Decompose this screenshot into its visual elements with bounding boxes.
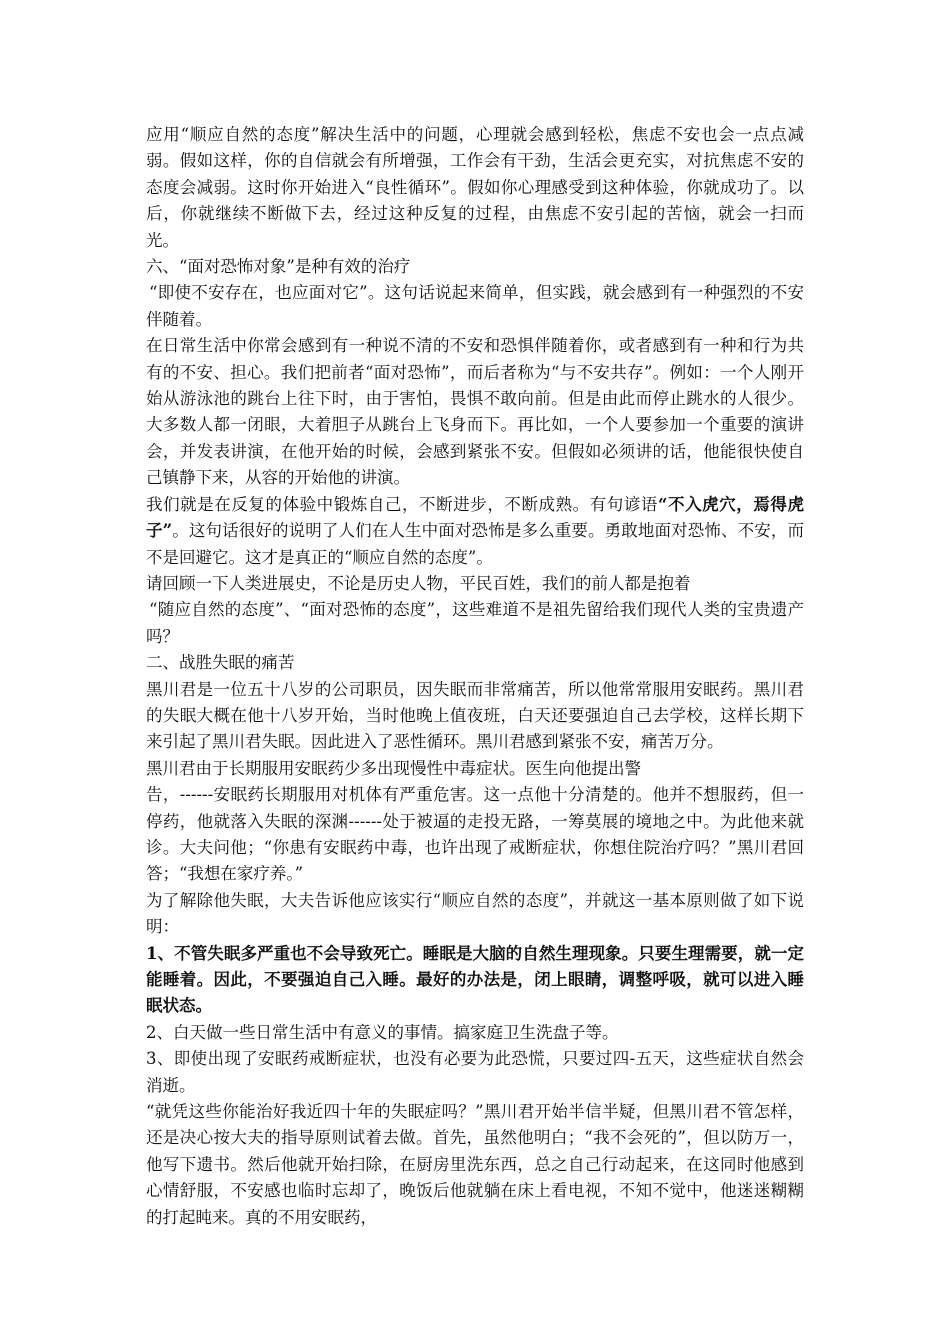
paragraph-history: 请回顾一下人类进展史，不论是历史人物，平民百姓，我们的前人都是抱着 — [146, 573, 691, 593]
paragraph-conclusion: 应用“顺应自然的态度”解决生活中的问题，心理就会感到轻松，焦虑不安也会一点点减弱。假如这样，你的自信就会有所增强，工作会有干劲，生活会更充实，对抗焦虑不安的态度会减弱。这时你开始进入“良性循环”。假如你心理感受到这种体验，你就成功了。以后，你就继续不断做下去，经过这种反复的过程，由焦虑不安引起的苦恼，就会一扫而光。 — [146, 125, 804, 250]
paragraph-doctor-explains: 为了解除他失眠，大夫告诉他应该实行“顺应自然的态度”，并就这一基本原则做了如下说明： — [146, 890, 804, 937]
list-item-two: 2、白天做一些日常生活中有意义的事情。搞家庭卫生洗盘子等。 — [146, 1022, 619, 1042]
paragraph-trial: “就凭这些你能治好我近四十年的失眠症吗？”黑川君开始半信半疑，但黑川君不管怎样，还是决心按大夫的指导原则试着去做。首先，虽然他明白；“我不会死的”，但以防万一，他写下遗书。然后他就开始扫除，在厨房里洗东西，总之自己行动起来，在这同时他感到心情舒服，不安感也临时忘却了，晚饭后他就躺在床上看电视，不知不觉中，他迷迷糊糊的打起盹来。真的不用安眠药， — [146, 1102, 804, 1227]
paragraph-warning: 告，------安眠药长期服用对机体有严重危害。这一点他十分清楚的。他并不想服药，但一停药，他就落入失眠的深渊------处于被逼的走投无路，一筹莫展的境地之中。为此他来就诊。大夫问他；“你患有安眠药中毒，也许出现了戒断症状，你想住院治疗吗？”黑川君回答；“我想在家疗养。” — [146, 785, 804, 884]
section-heading-six: 六、“面对恐怖对象”是种有效的治疗 — [146, 257, 411, 277]
paragraph-daily-life: 在日常生活中你常会感到有一种说不清的不安和恐惧伴随着你，或者感到有一种和行为共有的不安、担心。我们把前者“面对恐怖”，而后者称为“与不安共存”。例如：一个人刚开始从游泳池的跳台上往下时，由于害怕，畏惧不敢向前。但是由此而停止跳水的人很少。大多数人都一闭眼，大着胆子从跳台上飞身而下。再比如，一个人要参加一个重要的演讲会，并发表讲演，在他开始的时候，会感到紧张不安。但假如必须讲的话，他能很快使自己镇静下来，从容的开始他的讲演。 — [146, 336, 804, 488]
paragraph-kurokawa-intro: 黑川君是一位五十八岁的公司职员，因失眠而非常痛苦，所以他常常服用安眠药。黑川君的失眠大概在他十八岁开始，当时他晚上值夜班，白天还要强迫自己去学校，这样长期下来引起了黑川君失眠。因此进入了恶性循环。黑川君感到紧张不安，痛苦万分。 — [146, 679, 804, 752]
paragraph-heritage: “随应自然的态度”、“面对恐怖的态度”，这些难道不是祖先留给我们现代人类的宝贵遗产吗？ — [146, 600, 804, 646]
paragraph-face-it: “即使不安存在，也应面对它”。这句话说起来简单，但实践，就会感到有一种强烈的不安伴随着。 — [146, 283, 804, 329]
document-page — [146, 122, 804, 1231]
proverb-bold-text: “不入虎穴，焉得虎子” — [146, 494, 805, 541]
list-item-three: 3、即使出现了安眠药戒断症状，也没有必要为此恐慌，只要过四-五天，这些症状自然会消逝。 — [146, 1049, 804, 1095]
proverb-trail-text: 。这句话很好的说明了人们在人生中面对恐怖是多么重要。勇敢地面对恐怖、不安，而不是回避它。这才是真正的“顺应自然的态度”。 — [146, 521, 804, 567]
proverb-lead-text: 我们就是在反复的体验中锻炼自己，不断进步，不断成熟。有句谚语 — [146, 494, 658, 514]
paragraph-proverb — [146, 492, 804, 571]
section-heading-two: 二、战胜失眠的痛苦 — [146, 653, 295, 673]
list-item-one: 1、不管失眠多严重也不会导致死亡。睡眠是大脑的自然生理现象。只要生理需要，就一定能睡着。因此，不要强迫自己入睡。最好的办法是，闭上眼睛，调整呼吸，就可以进入睡眠状态。 — [146, 943, 804, 1016]
paragraph-chronic-poisoning: 黑川君由于长期服用安眠药少多出现慢性中毒症状。医生向他提出警 — [146, 758, 641, 778]
